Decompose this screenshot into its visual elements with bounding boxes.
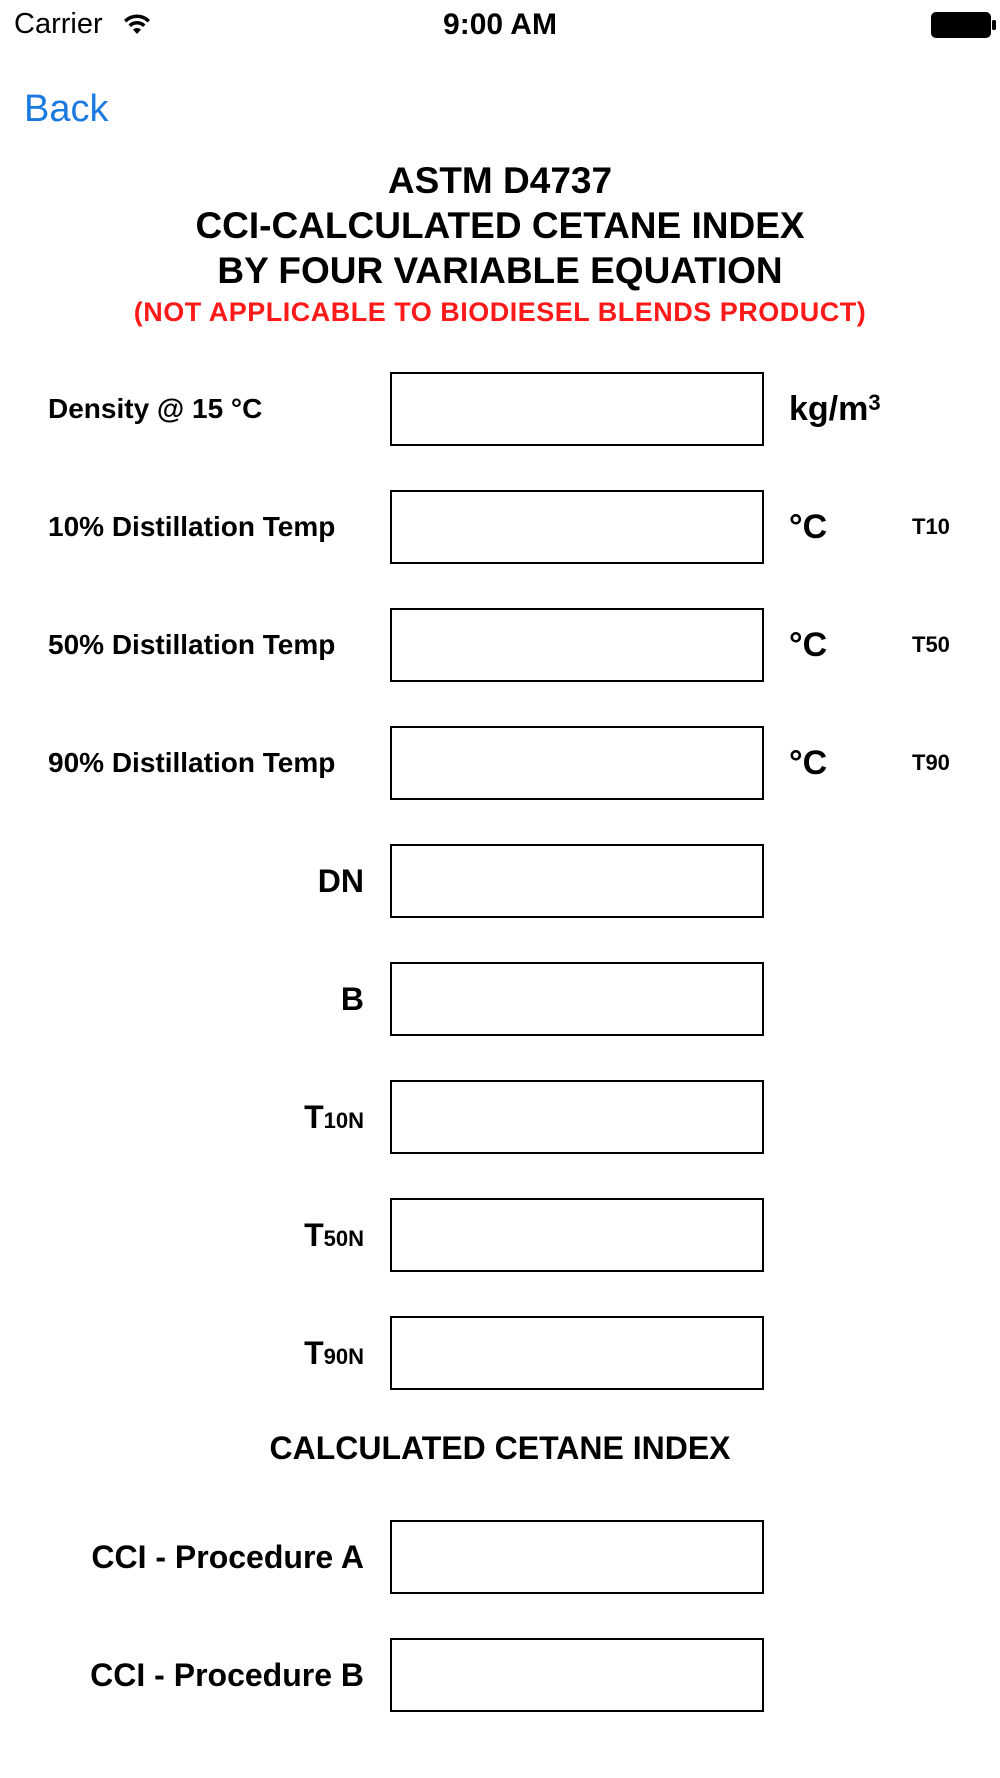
carrier-label: Carrier (14, 8, 103, 40)
t90-note: T90 (912, 750, 950, 775)
dn-output[interactable] (390, 844, 764, 918)
density-unit-sup: 3 (868, 390, 881, 415)
t50-row (0, 608, 1000, 682)
b-row (0, 962, 1000, 1036)
dn-row (0, 844, 1000, 918)
b-output[interactable] (390, 962, 764, 1036)
t10n-row (0, 1080, 1000, 1154)
density-unit-base: kg/m (789, 389, 869, 428)
dn-label: DN (317, 862, 364, 899)
title-line-3: BY FOUR VARIABLE EQUATION (217, 250, 783, 291)
density-unit (789, 372, 881, 446)
procedure-b-label: CCI - Procedure B (90, 1656, 364, 1693)
t90n-label-sub: 90N (323, 1344, 364, 1369)
back-button[interactable]: Back (24, 88, 109, 130)
t50-note: T50 (912, 632, 950, 657)
procedure-b-output[interactable] (390, 1638, 764, 1712)
t90n-label (304, 1316, 364, 1390)
t90-row (0, 726, 1000, 800)
t50-label: 50% Distillation Temp (48, 629, 336, 660)
status-bar (0, 0, 1000, 50)
t50n-label-sub: 50N (323, 1226, 364, 1251)
t10n-output[interactable] (390, 1080, 764, 1154)
procedure-a-row (0, 1520, 1000, 1594)
title-line-1: ASTM D4737 (387, 160, 613, 201)
t90n-output[interactable] (390, 1316, 764, 1390)
b-label: B (340, 980, 364, 1017)
t90n-label-main: T (304, 1334, 324, 1371)
t10n-label-main: T (304, 1098, 324, 1135)
t10-note: T10 (912, 514, 950, 539)
biodiesel-warning: (NOT APPLICABLE TO BIODIESEL BLENDS PRODUCT) (133, 297, 867, 327)
density-input[interactable] (390, 372, 764, 446)
t10n-label-sub: 10N (323, 1108, 364, 1133)
page-header (0, 158, 1000, 328)
t10-unit: °C (789, 507, 828, 546)
t50n-label-main: T (304, 1216, 324, 1253)
density-label: Density @ 15 °C (48, 393, 263, 424)
t10-row (0, 490, 1000, 564)
t50-input[interactable] (390, 608, 764, 682)
title-line-2: CCI-CALCULATED CETANE INDEX (195, 205, 805, 246)
density-row (0, 372, 1000, 446)
procedure-a-label: CCI - Procedure A (91, 1538, 364, 1575)
procedure-b-row (0, 1638, 1000, 1712)
t10-label: 10% Distillation Temp (48, 511, 336, 542)
status-time: 9:00 AM (443, 8, 557, 41)
t50n-row (0, 1198, 1000, 1272)
t50-unit: °C (789, 625, 828, 664)
results-section-title: CALCULATED CETANE INDEX (269, 1430, 731, 1466)
t10n-label (304, 1080, 364, 1154)
t90-unit: °C (789, 743, 828, 782)
t50n-output[interactable] (390, 1198, 764, 1272)
t90n-row (0, 1316, 1000, 1390)
procedure-a-output[interactable] (390, 1520, 764, 1594)
t90-label: 90% Distillation Temp (48, 747, 336, 778)
t10-input[interactable] (390, 490, 764, 564)
battery-icon (931, 12, 1000, 38)
t50n-label (304, 1198, 364, 1272)
t90-input[interactable] (390, 726, 764, 800)
